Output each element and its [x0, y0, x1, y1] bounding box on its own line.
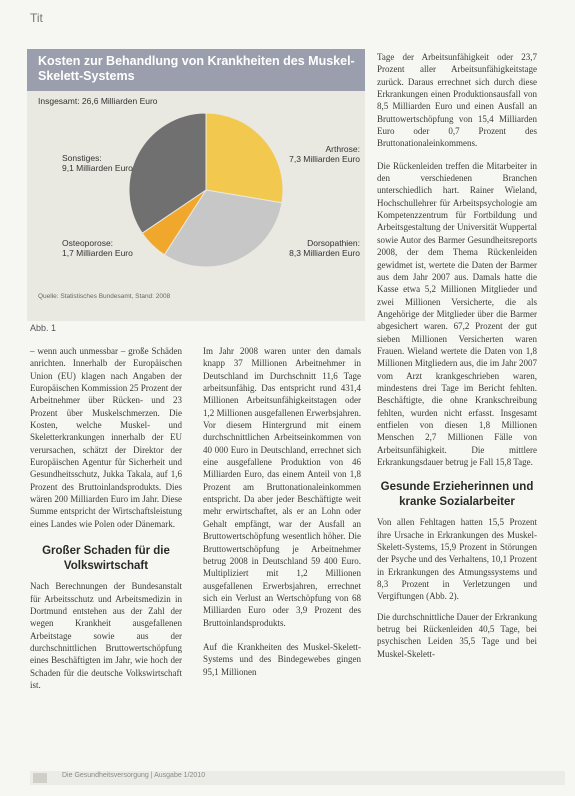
page-header-label: Tit [30, 11, 43, 25]
label-osteoporose-value: 1,7 Milliarden Euro [62, 248, 133, 258]
column-middle [203, 345, 361, 678]
label-dorsopathien-name: Dorsopathien: [307, 238, 360, 248]
label-arthrose-value: 7,3 Milliarden Euro [289, 154, 360, 164]
middle-paragraph-2: Auf die Krankheiten des Muskel-Skelett-Systems und des Bindegewebes gingen 95,1 Millionen [203, 641, 361, 677]
middle-paragraph-1: Im Jahr 2008 waren unter den damals knapp 37 Millionen Arbeitnehmer in Deutschland im Durchschnitt 11,6 Tage arbeitsunfähig. Das entspricht rund 431,4 Millionen Arbeitsunfähigkeitstagen oder 1,2 Millionen ausgefallenen Erwerbsjahren. Vor diesem Hintergrund mit einem durchschnittlichen Arbeitseinkommen von 40 000 Euro in Deutschland, errechnet sich eine ausgefallene Produktion von 46 Milliarden Euro, das einem Anteil von 1,8 Prozent am Bruttonationaleinkommen entspricht. Da aber jeder Beschäftigte weit mehr erwirtschaftet, als er an Lohn oder Gehalt empfängt, war der Ausfall an Bruttowertschöpfung wesentlich höher. Die Bruttowertschöpfung je Arbeitnehmer betrug 2008 in Deutschland 59 400 Euro. Multipliziert mit 1,2 Millionen ausgefallenen Erwerbsjahren, errechnet sich ein Verlust an Wertschöpfung von 68 Milliarden Euro oder 3,9 Prozent des Bruttoinlandsprodukts. [203, 346, 361, 628]
footer-page-marker [33, 773, 47, 783]
right-paragraph-4: Die durchschnittliche Dauer der Erkrankung betrug bei Rückenleiden 40,5 Tage, bei psychischen Leiden 35,5 Tage und bei Muskel-Skelett- [377, 611, 537, 659]
right-paragraph-3: Von allen Fehltagen hatten 15,5 Prozent ihre Ursache in Erkrankungen des Muskel-Skelett-Systems, 15,9 Prozent in Störungen der Psyche und des Verhaltens, 10,1 Prozent in Erkrankungen des Atmungssystems und 8,3 Prozent in Verletzungen und Vergiftungen (Abb. 2). [377, 517, 537, 602]
column-left [30, 345, 182, 691]
chart-title: Kosten zur Behandlung von Krankheiten des Muskel-Skelett-Systems [38, 54, 355, 83]
right-paragraph-2: Die Rückenleiden treffen die Mitarbeiter in den verschiedenen Branchen unterschiedlich hart. Rainer Wieland, Hochschullehrer für Arbeitspsychologie am Kompetenzzentrum für Fortbildung und Arbeitsgestaltung der Universität Wuppertal sowie Autor des Barmer Gesundheitsreports 2008, der dem Thema Rückenleiden gewidmet ist, wertete die Daten der Barmer aus dem Jahr 2007 aus. Damals hatte die Kasse etwa 5,2 Millionen Mitglieder und zwei Millionen Versicherte, die als Angehörige der Mitglieder über die Barmer abgesichert waren. 67,2 Prozent der gut sieben Millionen Versicherten waren Frauen. Wieland wertete die Daten von 1,8 Millionen Mitgliedern aus, die im Jahr 2007 vom Arzt krankgeschrieben waren, mindestens drei Tage im Bericht fehlten. Beschäftigte, die ohne Krankschreibung fehlten, wurden nicht erfasst. Insgesamt entfielen von diesen 1,8 Millionen Menschen 2,7 Millionen Fälle von Arbeitsunfähigkeit. Die mittlere Erkrankungsdauer betrug je Fall 15,8 Tage. [377, 160, 537, 467]
figure-caption: Abb. 1 [30, 323, 57, 333]
footer-text: Die Gesundheitsversorgung | Ausgabe 1/2010 [62, 772, 206, 779]
label-sonstiges-name: Sonstiges: [62, 153, 102, 163]
chart-source: Quelle: Statistisches Bundesamt, Stand: 2008 [38, 293, 171, 300]
label-dorsopathien-value: 8,3 Milliarden Euro [289, 248, 360, 258]
left-paragraph-1: – wenn auch unmessbar – große Schäden anrichten. Innerhalb der Europäischen Union (EU) klagen nach Angaben der Europäischen Kommission 25 Prozent der Arbeitnehmer über Rücken- und 23 Prozent über Muskelschmerzen. Die Kosten, welche Muskel- und Skeletterkrankungen innerhalb der EU verursachen, schätzt der Direktor der Europäischen Agentur für Sicherheit und Gesundheitsschutz, Jukka Takala, auf 1,6 Prozent des Bruttoinlandsprodukts. Dies wären 200 Milliarden Euro im Jahr. Diese Summe entspricht der Wirtschaftsleistung eines Landes wie Polen oder Dänemark. [30, 346, 182, 529]
label-osteoporose-name: Osteoporose: [62, 238, 114, 248]
label-arthrose [272, 144, 360, 164]
left-paragraph-2: Nach Berechnungen der Bundesanstalt für Arbeitsschutz und Arbeitsmedizin in Dortmund entstehen aus der Zahl der wegen Krankheit ausgefallenen Arbeitstage sowie aus der durchschnittlichen Bruttowertschöpfung eines Beschäftigten im Jahr, wie hoch der Schaden für die deutsche Volkswirtschaft ist. [30, 581, 182, 690]
chart-total: Insgesamt: 26,6 Milliarden Euro [38, 96, 158, 106]
left-heading: Großer Schaden für die Volkswirtschaft [42, 545, 170, 573]
column-right [377, 51, 537, 660]
label-dorsopathien [262, 238, 360, 258]
label-osteoporose [62, 238, 157, 258]
label-sonstiges-value: 9,1 Milliarden Euro [62, 163, 133, 173]
right-heading: Gesunde Erzieherinnen und kranke Sozialarbeiter [380, 481, 534, 509]
label-arthrose-name: Arthrose: [325, 144, 360, 154]
right-paragraph-1: Tage der Arbeitsunfähigkeit oder 23,7 Prozent aller Arbeitsunfähigkeitstage zurück. Daraus errechnet sich durch diese Erkrankungen einen Produktionsausfall von 8,5 Milliarden Euro und einen Ausfall an Bruttowertschöpfung von 15,4 Milliarden Euro oder 0,7 Prozent des Bruttonationaleinkommens. [377, 52, 537, 149]
label-sonstiges [62, 153, 142, 173]
